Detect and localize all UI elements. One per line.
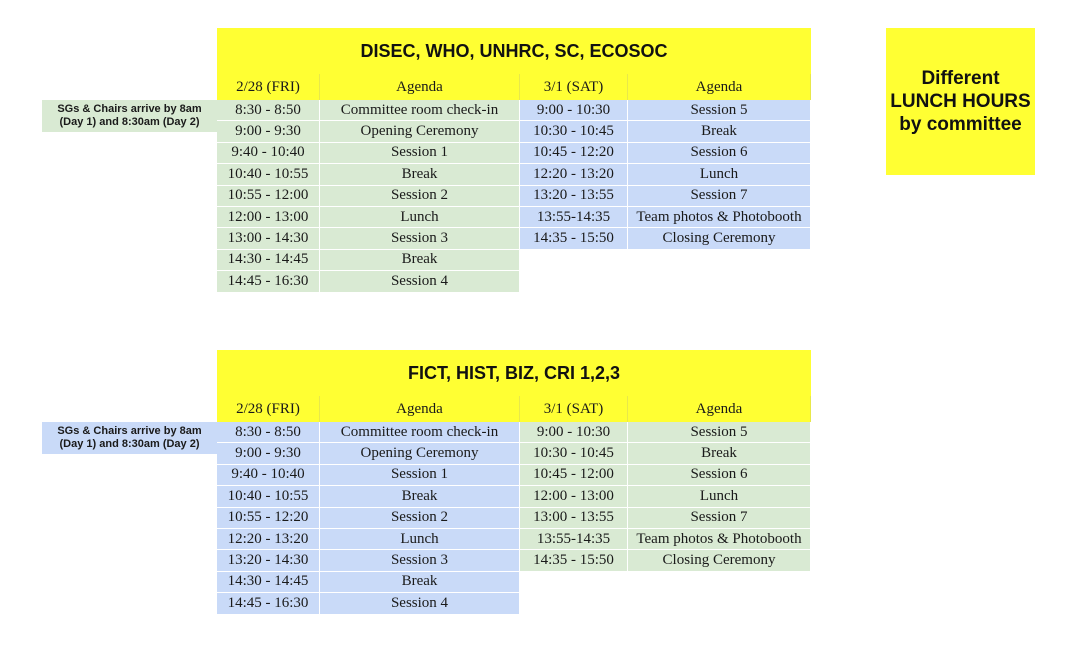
agenda-cell: Session 4 bbox=[320, 593, 520, 614]
table-row bbox=[217, 271, 520, 292]
time-cell: 10:55 - 12:00 bbox=[217, 186, 320, 207]
time-cell: 12:00 - 13:00 bbox=[217, 207, 320, 228]
day2-agenda-header: Agenda bbox=[628, 74, 811, 100]
sticky-line3: by committee bbox=[899, 114, 1022, 135]
table-row bbox=[520, 422, 811, 443]
table-row bbox=[520, 186, 811, 207]
time-cell: 9:00 - 9:30 bbox=[217, 121, 320, 142]
time-cell: 12:00 - 13:00 bbox=[520, 486, 628, 507]
time-cell: 9:00 - 10:30 bbox=[520, 100, 628, 121]
arrival-note-2 bbox=[42, 422, 217, 454]
agenda-cell: Break bbox=[320, 164, 520, 185]
table-row bbox=[520, 550, 811, 571]
table-row bbox=[520, 164, 811, 185]
time-cell: 13:20 - 13:55 bbox=[520, 186, 628, 207]
day2-date-header: 3/1 (SAT) bbox=[520, 396, 628, 422]
time-cell: 10:40 - 10:55 bbox=[217, 164, 320, 185]
agenda-cell: Team photos & Photobooth bbox=[628, 529, 811, 550]
table-row bbox=[217, 550, 520, 571]
time-cell: 13:55-14:35 bbox=[520, 529, 628, 550]
day1-agenda-header: Agenda bbox=[320, 396, 520, 422]
arrival-note-1 bbox=[42, 100, 217, 132]
time-cell: 8:30 - 8:50 bbox=[217, 100, 320, 121]
agenda-cell: Opening Ceremony bbox=[320, 121, 520, 142]
table-row bbox=[217, 593, 520, 614]
table-row bbox=[217, 508, 520, 529]
arrival-note-line2: (Day 1) and 8:30am (Day 2) bbox=[59, 116, 200, 128]
block-title: FICT, HIST, BIZ, CRI 1,2,3 bbox=[217, 350, 811, 396]
time-cell: 14:45 - 16:30 bbox=[217, 593, 320, 614]
day2-date-header: 3/1 (SAT) bbox=[520, 74, 628, 100]
header-row bbox=[217, 396, 811, 422]
day1-date-header: 2/28 (FRI) bbox=[217, 396, 320, 422]
time-cell: 10:45 - 12:20 bbox=[520, 143, 628, 164]
sticky-line2: LUNCH HOURS bbox=[890, 91, 1031, 112]
time-cell: 13:20 - 14:30 bbox=[217, 550, 320, 571]
lunch-hours-sticky-note bbox=[886, 28, 1035, 175]
agenda-cell: Break bbox=[628, 443, 811, 464]
table-row bbox=[520, 100, 811, 121]
time-cell: 14:35 - 15:50 bbox=[520, 550, 628, 571]
time-cell: 14:35 - 15:50 bbox=[520, 228, 628, 249]
agenda-cell: Break bbox=[628, 121, 811, 142]
table-row bbox=[217, 422, 520, 443]
agenda-cell: Lunch bbox=[628, 164, 811, 185]
agenda-cell: Session 3 bbox=[320, 550, 520, 571]
agenda-cell: Committee room check-in bbox=[320, 100, 520, 121]
table-row bbox=[217, 143, 520, 164]
time-cell: 14:30 - 14:45 bbox=[217, 250, 320, 271]
arrival-note-line1: SGs & Chairs arrive by 8am bbox=[57, 103, 202, 115]
agenda-cell: Lunch bbox=[628, 486, 811, 507]
table-row bbox=[217, 529, 520, 550]
day2-schedule bbox=[520, 422, 811, 572]
agenda-cell: Session 1 bbox=[320, 465, 520, 486]
agenda-cell: Session 5 bbox=[628, 422, 811, 443]
agenda-cell: Session 4 bbox=[320, 271, 520, 292]
agenda-cell: Session 2 bbox=[320, 186, 520, 207]
table-row bbox=[217, 250, 520, 271]
table-row bbox=[520, 508, 811, 529]
table-row bbox=[217, 186, 520, 207]
day2-schedule bbox=[520, 100, 811, 250]
table-row bbox=[217, 228, 520, 249]
day1-schedule bbox=[217, 100, 520, 293]
arrival-note-line2: (Day 1) and 8:30am (Day 2) bbox=[59, 438, 200, 450]
table-row bbox=[217, 164, 520, 185]
table-row bbox=[217, 121, 520, 142]
agenda-cell: Committee room check-in bbox=[320, 422, 520, 443]
table-row bbox=[520, 143, 811, 164]
agenda-cell: Break bbox=[320, 250, 520, 271]
day1-schedule bbox=[217, 422, 520, 615]
time-cell: 14:30 - 14:45 bbox=[217, 572, 320, 593]
table-row bbox=[520, 529, 811, 550]
day1-agenda-header: Agenda bbox=[320, 74, 520, 100]
time-cell: 9:40 - 10:40 bbox=[217, 465, 320, 486]
time-cell: 13:55-14:35 bbox=[520, 207, 628, 228]
day1-date-header: 2/28 (FRI) bbox=[217, 74, 320, 100]
day2-agenda-header: Agenda bbox=[628, 396, 811, 422]
time-cell: 12:20 - 13:20 bbox=[520, 164, 628, 185]
agenda-cell: Closing Ceremony bbox=[628, 550, 811, 571]
table-row bbox=[217, 465, 520, 486]
time-cell: 13:00 - 14:30 bbox=[217, 228, 320, 249]
agenda-cell: Lunch bbox=[320, 207, 520, 228]
agenda-cell: Break bbox=[320, 486, 520, 507]
agenda-cell: Session 2 bbox=[320, 508, 520, 529]
agenda-cell: Session 7 bbox=[628, 186, 811, 207]
time-cell: 10:40 - 10:55 bbox=[217, 486, 320, 507]
table-row bbox=[520, 486, 811, 507]
time-cell: 10:30 - 10:45 bbox=[520, 443, 628, 464]
table-row bbox=[217, 100, 520, 121]
agenda-cell: Closing Ceremony bbox=[628, 228, 811, 249]
arrival-note-line1: SGs & Chairs arrive by 8am bbox=[57, 425, 202, 437]
block-title: DISEC, WHO, UNHRC, SC, ECOSOC bbox=[217, 28, 811, 74]
agenda-cell: Team photos & Photobooth bbox=[628, 207, 811, 228]
table-row bbox=[520, 465, 811, 486]
table-row bbox=[520, 207, 811, 228]
time-cell: 9:40 - 10:40 bbox=[217, 143, 320, 164]
time-cell: 13:00 - 13:55 bbox=[520, 508, 628, 529]
agenda-cell: Session 5 bbox=[628, 100, 811, 121]
time-cell: 14:45 - 16:30 bbox=[217, 271, 320, 292]
table-row bbox=[520, 121, 811, 142]
sticky-line1: Different bbox=[921, 68, 1000, 89]
agenda-cell: Session 7 bbox=[628, 508, 811, 529]
agenda-cell: Break bbox=[320, 572, 520, 593]
agenda-cell: Session 1 bbox=[320, 143, 520, 164]
time-cell: 10:30 - 10:45 bbox=[520, 121, 628, 142]
agenda-cell: Lunch bbox=[320, 529, 520, 550]
agenda-cell: Opening Ceremony bbox=[320, 443, 520, 464]
time-cell: 10:55 - 12:20 bbox=[217, 508, 320, 529]
agenda-cell: Session 6 bbox=[628, 465, 811, 486]
header-row bbox=[217, 74, 811, 100]
table-row bbox=[217, 572, 520, 593]
time-cell: 9:00 - 10:30 bbox=[520, 422, 628, 443]
agenda-cell: Session 6 bbox=[628, 143, 811, 164]
table-row bbox=[217, 207, 520, 228]
agenda-cell: Session 3 bbox=[320, 228, 520, 249]
table-row bbox=[217, 443, 520, 464]
schedule-block-1 bbox=[217, 28, 811, 293]
table-row bbox=[520, 443, 811, 464]
time-cell: 8:30 - 8:50 bbox=[217, 422, 320, 443]
time-cell: 9:00 - 9:30 bbox=[217, 443, 320, 464]
time-cell: 12:20 - 13:20 bbox=[217, 529, 320, 550]
time-cell: 10:45 - 12:00 bbox=[520, 465, 628, 486]
table-row bbox=[217, 486, 520, 507]
schedule-block-2 bbox=[217, 350, 811, 615]
table-row bbox=[520, 228, 811, 249]
